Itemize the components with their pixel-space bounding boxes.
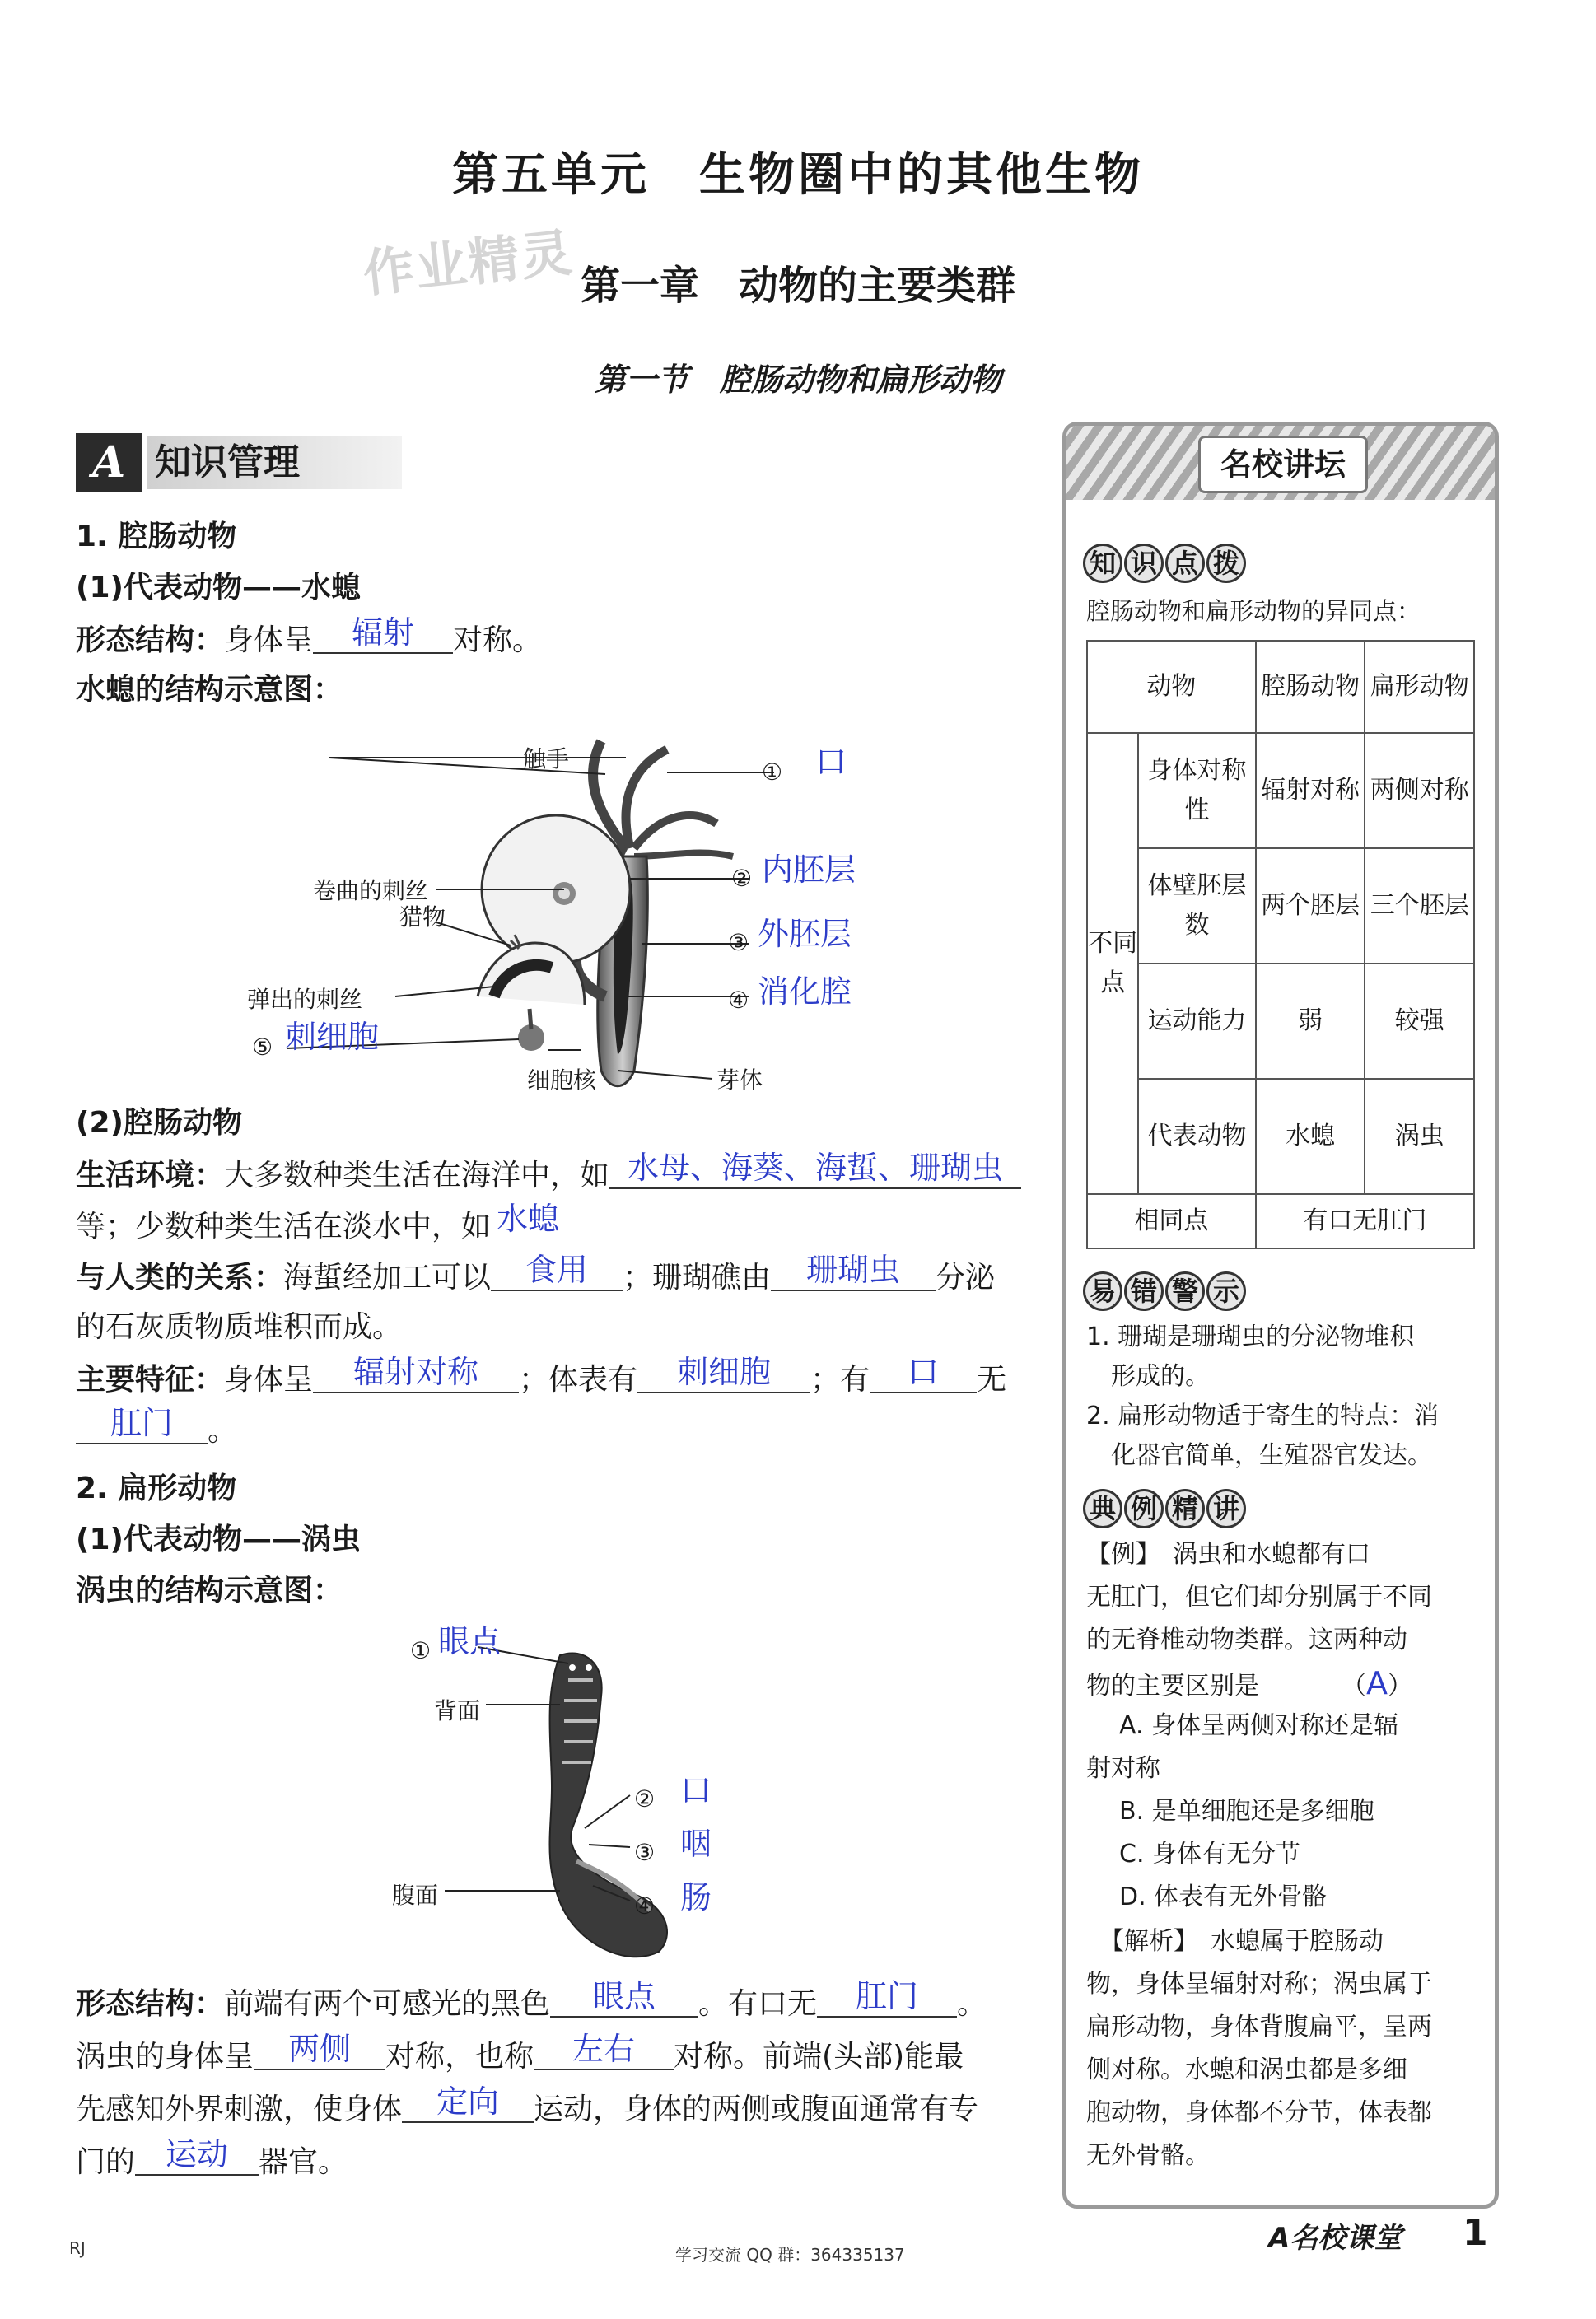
label-num-1: ①: [762, 758, 783, 786]
knowledge-tip-intro: 腔肠动物和扁形动物的异同点：: [1086, 597, 1421, 625]
table-cell: 水螅: [1256, 1079, 1365, 1194]
footer-brand-logo: A名校课堂: [1268, 2222, 1402, 2255]
label-ejected-thread: 弹出的刺丝: [247, 986, 363, 1013]
planarian-num-2: ②: [634, 1785, 656, 1813]
chapter-title: 第一章 动物的主要类群: [580, 263, 1015, 309]
planarian-answer-intestine: 肠: [680, 1879, 712, 1915]
sidebar-title: 名校讲坛: [1198, 436, 1368, 493]
error-item-1b: 形成的。: [1086, 1362, 1210, 1391]
label-back: 背面: [434, 1697, 481, 1724]
option-d: D. 体表有无外骨骼: [1119, 1883, 1328, 1911]
hydra-answer-ectoderm: 外胚层: [758, 916, 852, 952]
error-warning-pill: 易 错 警 示: [1083, 1271, 1248, 1312]
answer-blank: 辐射: [313, 613, 453, 654]
answer-blank: 定向: [402, 2082, 534, 2123]
table-cell: 身体对称性: [1138, 733, 1256, 848]
section-a-badge: A: [76, 433, 142, 492]
answer-blank: 刺细胞: [637, 1352, 810, 1393]
table-cell: 代表动物: [1138, 1079, 1256, 1194]
example-line: 物的主要区别是 （A）: [1086, 1665, 1412, 1701]
label-num-4: ④: [728, 987, 749, 1014]
answer-blank: 运动: [135, 2135, 259, 2176]
table-cell: 两侧对称: [1365, 733, 1474, 848]
answer-blank: 食用: [491, 1250, 623, 1291]
table-diff-label: 不同点: [1087, 733, 1138, 1194]
relation-line-1: 与人类的关系：海蜇经加工可以 食用 ；珊瑚礁由 珊瑚虫 分泌: [76, 1252, 996, 1295]
planarian-num-1: ①: [410, 1637, 432, 1664]
table-cell: 较强: [1365, 964, 1474, 1079]
feature-line-2: 肛门 。: [76, 1410, 237, 1451]
sidebar-header: [1066, 426, 1495, 500]
env-line-2: 等；少数种类生活在淡水中，如 水螅: [76, 1206, 565, 1247]
table-cell: 弱: [1256, 964, 1365, 1079]
label-prey: 猎物: [399, 903, 446, 931]
example-answer: A: [1366, 1665, 1388, 1701]
sidebar-panel: [1062, 422, 1499, 2209]
table-cell: 运动能力: [1138, 964, 1256, 1079]
label-belly: 腹面: [392, 1882, 439, 1909]
error-item-1a: 1. 珊瑚是珊瑚虫的分泌物堆积: [1086, 1323, 1415, 1351]
planarian-form-line-2: 涡虫的身体呈 两侧 对称，也称 左右 对称。前端(头部)能最: [76, 2031, 964, 2074]
answer-blank: 辐射对称: [313, 1352, 519, 1393]
example-line: 【例】 涡虫和水螅都有口: [1086, 1540, 1370, 1569]
label-tentacle: 触手: [523, 745, 570, 772]
env-line-1: 生活环境：大多数种类生活在海洋中，如 水母、海葵、海蜇、珊瑚虫: [76, 1155, 1021, 1196]
label-num-5: ⑤: [252, 1034, 273, 1061]
planarian-answer-mouth: 口: [680, 1772, 712, 1808]
analysis-line: 扁形动物，身体背腹扁平，呈两: [1086, 2013, 1432, 2041]
sub-heading-1-2: (2)腔肠动物: [76, 1106, 242, 1140]
feature-line-1: 主要特征：身体呈 辐射对称 ；体表有 刺细胞 ；有 口 无: [76, 1354, 1007, 1397]
hydra-answer-endoderm: 内胚层: [762, 852, 856, 888]
table-header: 扁形动物: [1365, 641, 1474, 733]
answer-blank: 两侧: [254, 2029, 385, 2070]
table-cell: 两个胚层: [1256, 848, 1365, 964]
label-num-3: ③: [728, 929, 749, 956]
table-header: 动物: [1087, 641, 1256, 733]
table-same-value: 有口无肛门: [1256, 1194, 1474, 1248]
unit-title: 第五单元 生物圈中的其他生物: [452, 148, 1144, 202]
error-item-2b: 化器官简单，生殖器官发达。: [1086, 1441, 1432, 1470]
heading-2: 2. 扁形动物: [76, 1472, 237, 1505]
footer-left: RJ: [69, 2238, 86, 2258]
planarian-form-line-3: 先感知外界刺激，使身体 定向 运动，身体的两侧或腹面通常有专: [76, 2083, 979, 2126]
answer-blank: 珊瑚虫: [771, 1250, 936, 1291]
planarian-answer-eyespot: 眼点: [438, 1623, 502, 1659]
relation-line-2: 的石灰质物质堆积而成。: [76, 1310, 403, 1344]
hydra-answer-cnidocyte: 刺细胞: [285, 1019, 380, 1055]
section-a-header: [76, 428, 389, 497]
answer-blank: 肛门: [817, 1976, 957, 2018]
answer-blank: 水螅: [497, 1201, 560, 1237]
answer-blank: 眼点: [550, 1976, 698, 2018]
label-nucleus: 细胞核: [527, 1066, 597, 1094]
example-line: 的无脊椎动物类群。这两种动: [1086, 1626, 1407, 1654]
example-pill: 典 例 精 讲: [1083, 1488, 1248, 1529]
heading-1: 1. 腔肠动物: [76, 520, 237, 553]
planarian-diagram: [428, 1631, 774, 1976]
option-b: B. 是单细胞还是多细胞: [1119, 1797, 1374, 1826]
label-coiled-thread: 卷曲的刺丝: [313, 877, 429, 904]
analysis-line: 无外骨骼。: [1086, 2141, 1210, 2170]
table-cell: 辐射对称: [1256, 733, 1365, 848]
answer-blank: 肛门: [76, 1403, 208, 1444]
option-c: C. 身体有无分节: [1119, 1840, 1301, 1869]
analysis-line: 【解析】 水螅属于腔肠动: [1099, 1927, 1384, 1956]
answer-blank: 水母、海葵、海蜇、珊瑚虫: [609, 1148, 1021, 1189]
example-line: 无肛门，但它们却分别属于不同: [1086, 1583, 1432, 1612]
option-a: A. 身体呈两侧对称还是辐: [1119, 1711, 1399, 1740]
analysis-line: 物，身体呈辐射对称；涡虫属于: [1086, 1970, 1432, 1999]
error-item-2a: 2. 扁形动物适于寄生的特点：消: [1086, 1402, 1440, 1430]
table-cell: 三个胚层: [1365, 848, 1474, 964]
table-header: 腔肠动物: [1256, 641, 1365, 733]
planarian-answer-pharynx: 咽: [680, 1826, 712, 1862]
hydra-answer-mouth: 口: [815, 744, 847, 780]
planarian-diagram-title: 涡虫的结构示意图：: [76, 1574, 343, 1607]
comparison-table: [1086, 640, 1475, 1249]
analysis-line: 侧对称。水螅和涡虫都是多细: [1086, 2055, 1407, 2084]
answer-blank: 左右: [534, 2029, 674, 2070]
table-cell: 体壁胚层数: [1138, 848, 1256, 964]
knowledge-tip-pill: 知 识 点 拨: [1083, 543, 1248, 584]
hydra-diagram-title: 水螅的结构示意图：: [76, 673, 343, 707]
page-number: 1: [1463, 2212, 1488, 2254]
hydra-answer-digestive-cavity: 消化腔: [758, 973, 852, 1010]
answer-blank: 口: [870, 1352, 977, 1393]
planarian-num-3: ③: [634, 1839, 656, 1866]
table-cell: 涡虫: [1365, 1079, 1474, 1194]
option-a-cont: 射对称: [1086, 1754, 1160, 1783]
label-num-2: ②: [731, 865, 753, 892]
sub-heading-1-1: (1)代表动物——水螅: [76, 571, 361, 604]
planarian-num-4: ④: [634, 1892, 656, 1920]
hydra-form-line: 形态结构：身体呈 辐射 对称。: [76, 614, 543, 657]
footer-center: 学习交流 QQ 群：364335137: [675, 2245, 905, 2265]
section-title: 第一节 腔肠动物和扁形动物: [594, 361, 1001, 398]
planarian-form-line-4: 门的 运动 器官。: [76, 2136, 348, 2179]
analysis-line: 胞动物，身体都不分节，体表都: [1086, 2098, 1432, 2127]
watermark: 作业精灵: [360, 222, 576, 305]
sub-heading-2-1: (1)代表动物——涡虫: [76, 1523, 361, 1556]
planarian-form-line-1: 形态结构：前端有两个可感光的黑色 眼点 。有口无 肛门 。: [76, 1978, 987, 2021]
section-a-label: 知识管理: [147, 436, 402, 489]
label-bud: 芽体: [716, 1066, 763, 1094]
table-same-label: 相同点: [1087, 1194, 1256, 1248]
